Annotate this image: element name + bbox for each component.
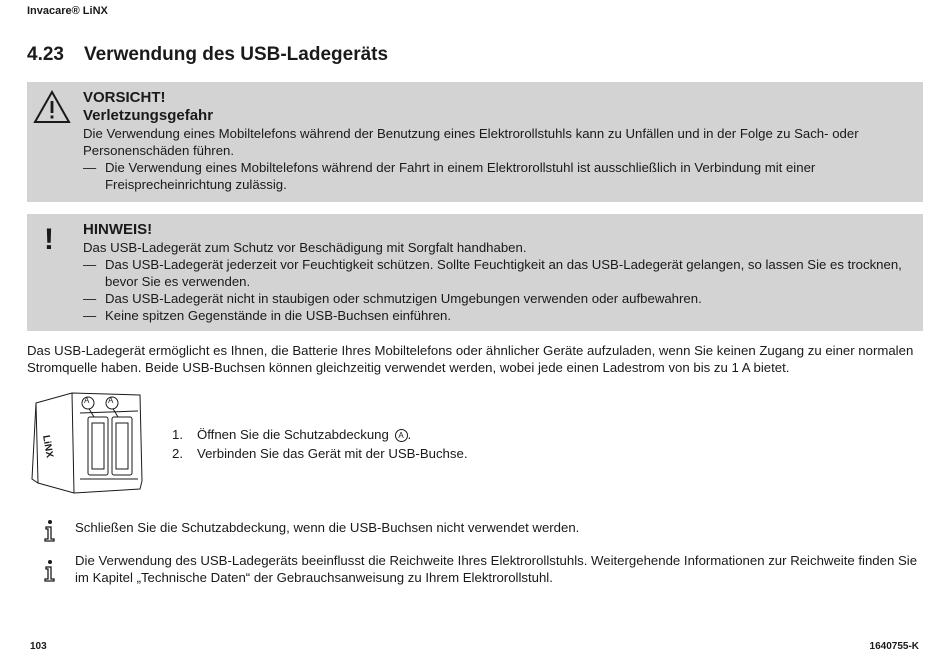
caution-text: Die Verwendung eines Mobiltelefons während der Benutzung eines Elektrorollstuhls kann zu Unfällen und in der Folge zu Sach- oder Personenschäden führen. — [83, 126, 859, 158]
section-title: Verwendung des USB-Ladegeräts — [83, 44, 389, 65]
notice-bullet-text: Das USB-Ladegerät nicht in staubigen oder schmutzigen Umgebungen verwenden oder aufbewahren. — [105, 291, 702, 306]
warning-triangle-icon — [33, 90, 71, 129]
notice-bullet — [83, 256, 915, 290]
caution-heading: VORSICHT! — [83, 89, 166, 106]
exclamation-icon: ! — [44, 223, 54, 256]
info-icon — [42, 552, 75, 587]
step-text — [197, 425, 411, 444]
info-note-text: Schließen Sie die Schutzabdeckung, wenn die USB-Buchsen nicht verwendet werden. — [75, 520, 580, 535]
notice-bullet-text: Das USB-Ladegerät jederzeit vor Feuchtigkeit schützen. Sollte Feuchtigkeit an das USB-Ladegerät gelangen, so lassen Sie es trocknen, bevor Sie es verwenden. — [105, 257, 902, 289]
notice-bullet-text: Keine spitzen Gegenstände in die USB-Buchsen einführen. — [105, 308, 452, 323]
notice-heading: HINWEIS! — [83, 221, 153, 238]
caution-subheading: Verletzungsgefahr — [83, 107, 214, 124]
intro-paragraph: Das USB-Ladegerät ermöglicht es Ihnen, die Batterie Ihres Mobiltelefons oder ähnlicher Geräte aufzuladen, wenn Sie keinen Zugang zu einer normalen Stromquelle haben. Beide USB-Buchsen können gleichzeitig verwendet werden, wobei jede einen Ladestrom von bis zu 1 A bietet. — [27, 343, 914, 375]
step-text-label: Öffnen Sie die Schutzabdeckung — [197, 427, 389, 442]
brand-header: Invacare® LiNX — [27, 5, 108, 17]
usb-charger-illustration — [28, 389, 146, 495]
dash-mark: — — [83, 160, 97, 175]
dash-mark: — — [83, 291, 97, 306]
step-item — [172, 444, 467, 463]
step-text: Verbinden Sie das Gerät mit der USB-Buchse. — [197, 446, 468, 461]
info-note — [42, 519, 922, 547]
caution-bullet-text: Die Verwendung eines Mobiltelefons während der Fahrt in einem Elektrorollstuhl ist ausschließlich in Verbindung mit einer Freisprecheinrichtung zulässig. — [105, 160, 816, 192]
notice-box — [27, 214, 923, 331]
step-suffix: . — [407, 427, 412, 442]
notice-text: Das USB-Ladegerät zum Schutz vor Beschädigung mit Sorgfalt handhaben. — [83, 240, 527, 255]
step-number: 2. — [172, 446, 183, 461]
callout-a-ref: A — [395, 429, 408, 442]
notice-bullet — [83, 290, 915, 307]
callout-a: A — [84, 396, 90, 405]
steps-list — [172, 425, 467, 463]
document-id: 1640755-K — [869, 641, 919, 652]
section-heading — [27, 44, 388, 66]
section-number: 4.23 — [27, 44, 64, 65]
caution-box — [27, 82, 923, 202]
linx-logo: LiNX — [39, 434, 55, 459]
page-number: 103 — [30, 641, 47, 652]
info-icon — [42, 519, 75, 547]
callout-a: A — [108, 396, 114, 405]
step-item — [172, 425, 467, 444]
info-note — [42, 552, 922, 587]
notice-bullet — [83, 307, 915, 324]
info-note-text: Die Verwendung des USB-Ladegeräts beeinflusst die Reichweite Ihres Elektrorollstuhls. Weitergehende Informationen zur Reichweite finden Sie im Kapitel „Technische Daten“ der Gebrauchsanweisung zu Ihrem Elektrorollstuhl. — [75, 553, 918, 585]
step-number: 1. — [172, 427, 183, 442]
caution-bullet — [83, 159, 915, 193]
dash-mark: — — [83, 308, 97, 323]
dash-mark: — — [83, 257, 97, 272]
